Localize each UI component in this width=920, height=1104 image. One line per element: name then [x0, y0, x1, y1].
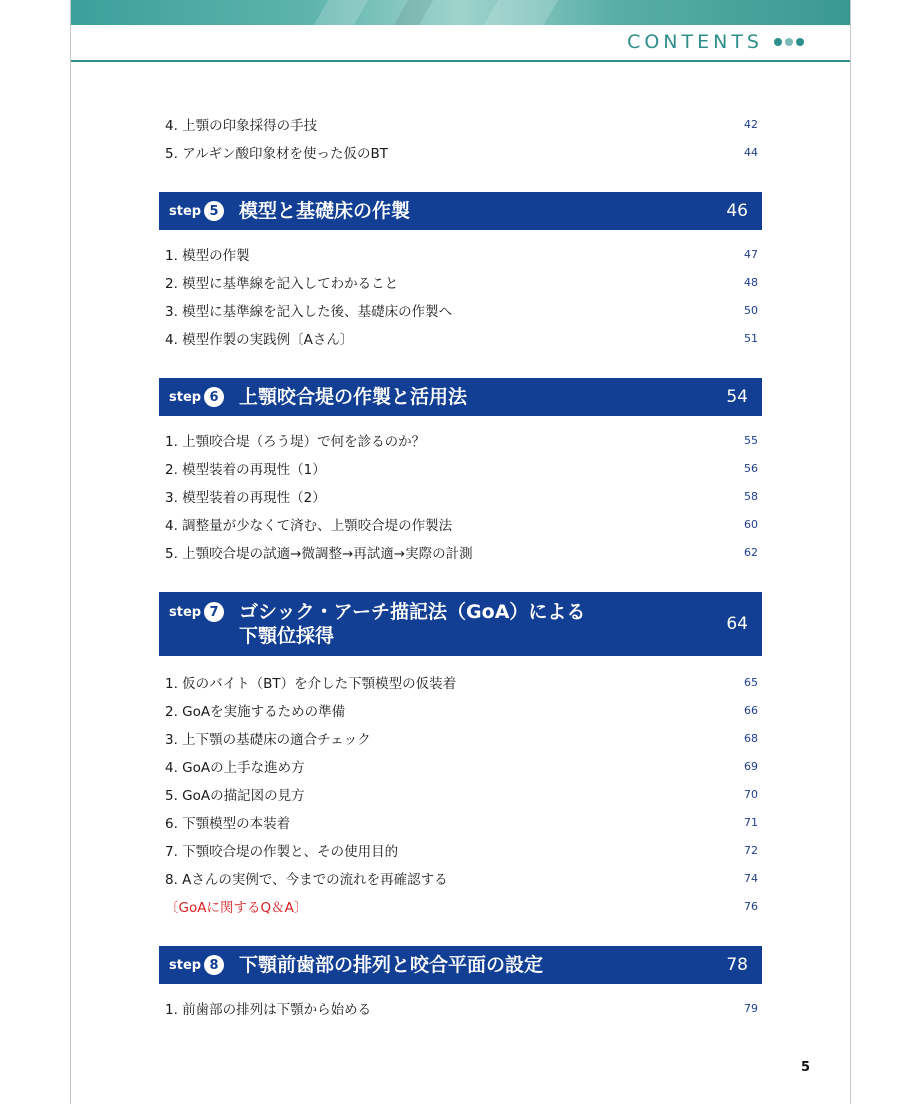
- toc-entry[interactable]: [159, 268, 762, 296]
- toc-entry[interactable]: [159, 110, 762, 138]
- toc-entry[interactable]: [159, 296, 762, 324]
- dots-decoration-icon: [771, 38, 804, 46]
- toc-entry-page: 50: [744, 303, 758, 317]
- step-8-header[interactable]: [159, 946, 762, 984]
- step-title-line: 模型と基礎床の作製: [239, 200, 411, 222]
- table-of-contents: [159, 110, 762, 1022]
- toc-entry-page: 69: [744, 759, 758, 773]
- toc-entry-text: 5. アルギン酸印象材を使った仮のBT: [165, 146, 389, 162]
- toc-entry-text: 4. GoAの上手な進め方: [165, 760, 305, 776]
- step-title-line: 下顎前歯部の排列と咬合平面の設定: [239, 954, 544, 976]
- step-5-header[interactable]: [159, 192, 762, 230]
- toc-entry-page: 76: [744, 899, 758, 913]
- toc-entry[interactable]: [159, 538, 762, 566]
- toc-entry[interactable]: [159, 780, 762, 808]
- page-number: 5: [801, 1060, 811, 1075]
- step-number-badge: 7: [204, 602, 224, 622]
- toc-entry-text: 2. GoAを実施するための準備: [165, 704, 346, 720]
- header-divider: [71, 60, 850, 62]
- toc-entry-page: 62: [744, 545, 758, 559]
- toc-entry[interactable]: [159, 724, 762, 752]
- step-7-header[interactable]: [159, 592, 762, 656]
- toc-entry-text: 7. 下顎咬合堤の作製と、その使用目的: [165, 844, 399, 860]
- page-title: CONTENTS: [627, 31, 763, 53]
- step-title-line: ゴシック・アーチ描記法（GoA）による: [239, 601, 586, 623]
- toc-entry-text: 1. 上顎咬合堤（ろう堤）で何を診るのか？: [165, 434, 426, 450]
- toc-entry-text: 4. 上顎の印象採得の手技: [165, 118, 318, 134]
- step-number-badge: 5: [204, 201, 224, 221]
- toc-entry-text: 1. 模型の作製: [165, 248, 250, 264]
- step-word: step: [169, 604, 202, 620]
- toc-entry-text: 4. 調整量が少なくて済む、上顎咬合堤の作製法: [165, 518, 453, 534]
- step-page: 64: [726, 614, 748, 634]
- toc-entry[interactable]: [159, 864, 762, 892]
- toc-entry-qa[interactable]: [159, 892, 762, 920]
- toc-entry-text: 8. Aさんの実例で、今までの流れを再確認する: [165, 872, 448, 888]
- step-title: [239, 199, 702, 223]
- step-word: step: [169, 957, 202, 973]
- toc-entry-page: 60: [744, 517, 758, 531]
- step-page: 46: [726, 201, 748, 221]
- toc-entry-page: 51: [744, 331, 758, 345]
- toc-entry-text: 5. 上顎咬合堤の試適→微調整→再試適→実際の計測: [165, 546, 473, 562]
- toc-entry-page: 58: [744, 489, 758, 503]
- toc-entry-text: 6. 下顎模型の本装着: [165, 816, 291, 832]
- toc-entry[interactable]: [159, 808, 762, 836]
- step-label: [159, 955, 239, 975]
- toc-entry-text: 1. 仮のバイト（BT）を介した下顎模型の仮装着: [165, 676, 457, 692]
- step-page: 78: [726, 955, 748, 975]
- toc-entry[interactable]: [159, 426, 762, 454]
- toc-entry[interactable]: [159, 994, 762, 1022]
- toc-entry-text: 3. 模型に基準線を記入した後、基礎床の作製へ: [165, 304, 453, 320]
- step-title: [239, 600, 702, 648]
- step-title: [239, 385, 702, 409]
- toc-entry-page: 66: [744, 703, 758, 717]
- toc-entry[interactable]: [159, 696, 762, 724]
- step-title-line: 上顎咬合堤の作製と活用法: [239, 386, 468, 408]
- toc-entry[interactable]: [159, 138, 762, 166]
- toc-entry[interactable]: [159, 510, 762, 538]
- toc-entry[interactable]: [159, 324, 762, 352]
- toc-entry-page: 65: [744, 675, 758, 689]
- toc-entry-page: 47: [744, 247, 758, 261]
- contents-header: [627, 31, 804, 53]
- toc-entry[interactable]: [159, 454, 762, 482]
- toc-entry-text: 〔GoAに関するQ＆A〕: [165, 900, 308, 916]
- toc-entry-page: 79: [744, 1001, 758, 1015]
- step-word: step: [169, 203, 202, 219]
- toc-entry-page: 42: [744, 117, 758, 131]
- toc-entry[interactable]: [159, 668, 762, 696]
- step-label: [159, 602, 239, 622]
- toc-entry[interactable]: [159, 240, 762, 268]
- toc-entry-page: 55: [744, 433, 758, 447]
- toc-entry-page: 48: [744, 275, 758, 289]
- step-title-line: 下顎位採得: [239, 625, 335, 647]
- toc-entry-page: 44: [744, 145, 758, 159]
- step-title: [239, 953, 702, 977]
- step-label: [159, 387, 239, 407]
- step-number-badge: 8: [204, 955, 224, 975]
- toc-entry-page: 56: [744, 461, 758, 475]
- step-6-header[interactable]: [159, 378, 762, 416]
- toc-entry-page: 70: [744, 787, 758, 801]
- toc-entry-text: 5. GoAの描記図の見方: [165, 788, 305, 804]
- toc-entry-text: 4. 模型作製の実践例〔Aさん〕: [165, 332, 354, 348]
- toc-entry[interactable]: [159, 836, 762, 864]
- toc-entry-text: 2. 模型に基準線を記入してわかること: [165, 276, 399, 292]
- toc-entry-text: 2. 模型装着の再現性（1）: [165, 462, 326, 478]
- toc-entry-text: 1. 前歯部の排列は下顎から始める: [165, 1002, 372, 1018]
- toc-entry-page: 74: [744, 871, 758, 885]
- toc-entry[interactable]: [159, 752, 762, 780]
- toc-entry[interactable]: [159, 482, 762, 510]
- step-word: step: [169, 389, 202, 405]
- toc-entry-text: 3. 模型装着の再現性（2）: [165, 490, 326, 506]
- toc-entry-text: 3. 上下顎の基礎床の適合チェック: [165, 732, 371, 748]
- toc-entry-page: 71: [744, 815, 758, 829]
- top-decorative-band: [71, 0, 850, 25]
- step-label: [159, 201, 239, 221]
- page: [70, 0, 851, 1104]
- step-page: 54: [726, 387, 748, 407]
- step-number-badge: 6: [204, 387, 224, 407]
- toc-entry-page: 68: [744, 731, 758, 745]
- toc-entry-page: 72: [744, 843, 758, 857]
